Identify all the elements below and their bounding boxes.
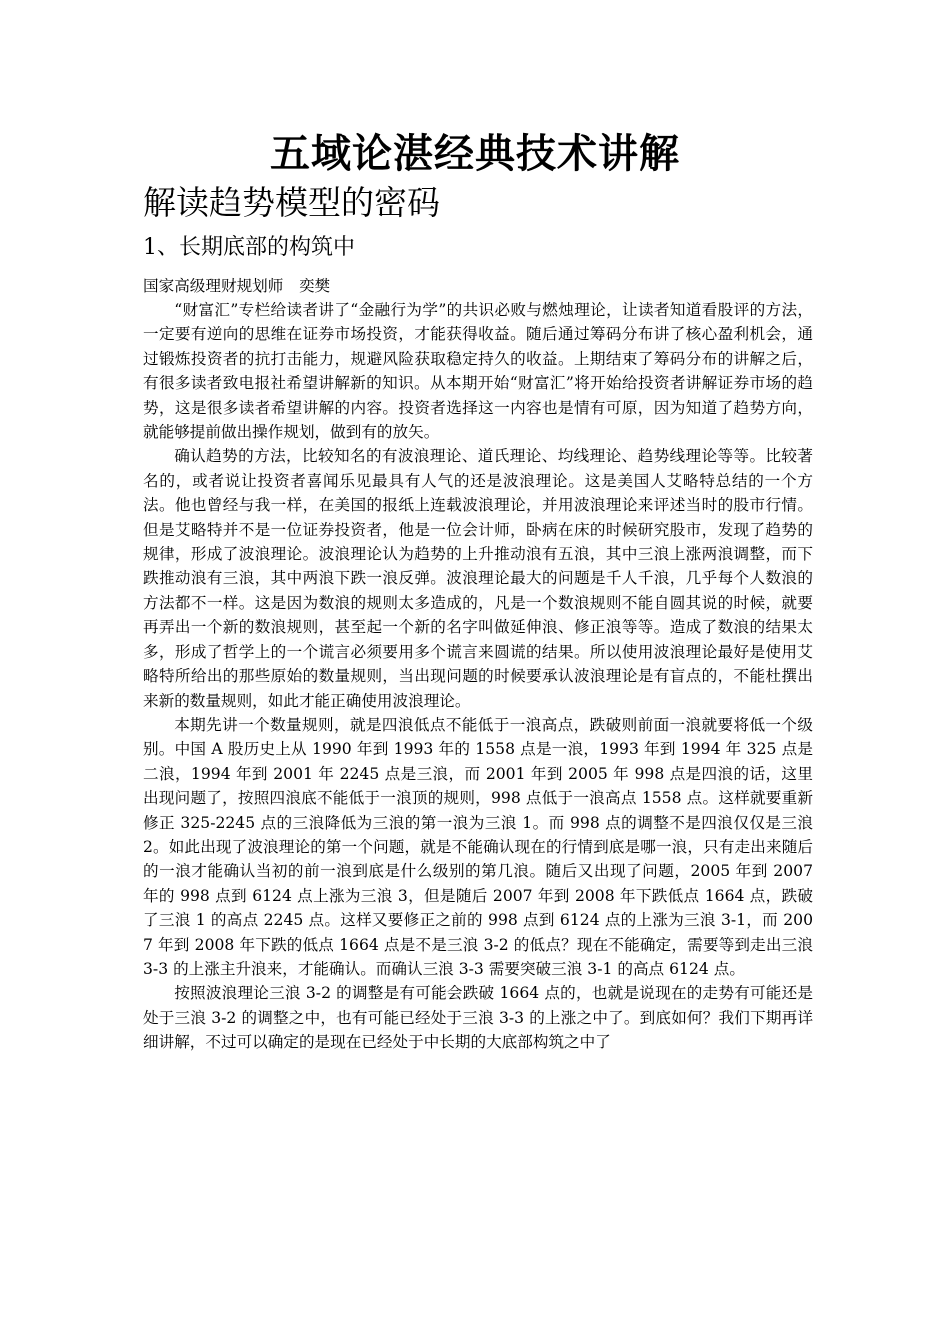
article-body [143,298,813,1055]
document-subtitle: 解读趋势模型的密码 [143,183,440,222]
paragraph: 确认趋势的方法，比较知名的有波浪理论、道氏理论、均线理论、趋势线理论等等。比较著名的，或者说让投资者喜闻乐见最具有人气的还是波浪理论。这是美国人艾略特总结的一个方法。他也曾经与我一样，在美国的报纸上连载波浪理论，并用波浪理论来评述当时的股市行情。但是艾略特并不是一位证券投资者，他是一位会计师，卧病在床的时候研究股市，发现了趋势的规律，形成了波浪理论。波浪理论认为趋势的上升推动浪有五浪，其中三浪上涨两浪调整，而下跌推动浪有三浪，其中两浪下跌一浪反弹。波浪理论最大的问题是千人千浪，几乎每个人数浪的方法都不一样。这是因为数浪的规则太多造成的，凡是一个数浪规则不能自圆其说的时候，就要再弄出一个新的数浪规则，甚至起一个新的名字叫做延伸浪、修正浪等等。造成了数浪的结果太多，形成了哲学上的一个谎言必须要用多个谎言来圆谎的结果。所以使用波浪理论最好是使用艾略特所给出的那些原始的数量规则，当出现问题的时候要承认波浪理论是有盲点的，不能杜撰出来新的数量规则，如此才能正确使用波浪理论。 [143,447,813,710]
document-title: 五域论湛经典技术讲解 [270,130,680,177]
paragraph: 本期先讲一个数量规则，就是四浪低点不能低于一浪高点，跌破则前面一浪就要将低一个级别。中国 A 股历史上从 1990 年到 1993 年的 1558 点是一浪，1993 年到 1994 年 325 点是二浪，1994 年到 2001 年 2245 点是三浪，而 2001 年到 2005 年 998 点是四浪的话，这里出现问题了，按照四浪底不能低于一浪顶的规则，998 点低于一浪高点 1558 点。这样就要重新修正 325-2245 点的三浪降低为三浪的第一浪为三浪 1。而 998 点的调整不是四浪仅仅是三浪 2。如此出现了波浪理论的第一个问题，就是不能确认现在的行情到底是哪一浪，只有走出来随后的一浪才能确认当初的前一浪到底是什么级别的第几浪。随后又出现了问题，2005 年到 2007 年的 998 点到 6124 点上涨为三浪 3，但是随后 2007 年到 2008 年下跌低点 1664 点，跌破了三浪 1 的高点 2245 点。这样又要修正之前的 998 点到 6124 点的上涨为三浪 3-1，而 2007 年到 2008 年下跌的低点 1664 点是不是三浪 3-2 的低点？现在不能确定，需要等到走出三浪 3-3 的上涨主升浪来，才能确认。而确认三浪 3-3 需要突破三浪 3-1 的高点 6124 点。 [143,715,813,978]
paragraph: 按照波浪理论三浪 3-2 的调整是有可能会跌破 1664 点的，也就是说现在的走势有可能还是处于三浪 3-2 的调整之中，也有可能已经处于三浪 3-3 的上涨之中了。到底如何？我们下期再详细讲解，不过可以确定的是现在已经处于中长期的大底部构筑之中了 [143,984,813,1052]
paragraph: “财富汇”专栏给读者讲了“金融行为学”的共识必败与燃烛理论，让读者知道看股评的方法，一定要有逆向的思维在证券市场投资，才能获得收益。随后通过筹码分布讲了核心盈利机会，通过锻炼投资者的抗打击能力，规避风险获取稳定持久的收益。上期结束了筹码分布的讲解之后，有很多读者致电报社希望讲解新的知识。从本期开始“财富汇”将开始给投资者讲解证券市场的趋势，这是很多读者希望讲解的内容。投资者选择这一内容也是情有可原，因为知道了趋势方向，就能够提前做出操作规划，做到有的放矢。 [143,301,813,442]
section-heading: 1、长期底部的构筑中 [143,235,355,260]
author-line: 国家高级理财规划师 奕樊 [143,277,331,295]
